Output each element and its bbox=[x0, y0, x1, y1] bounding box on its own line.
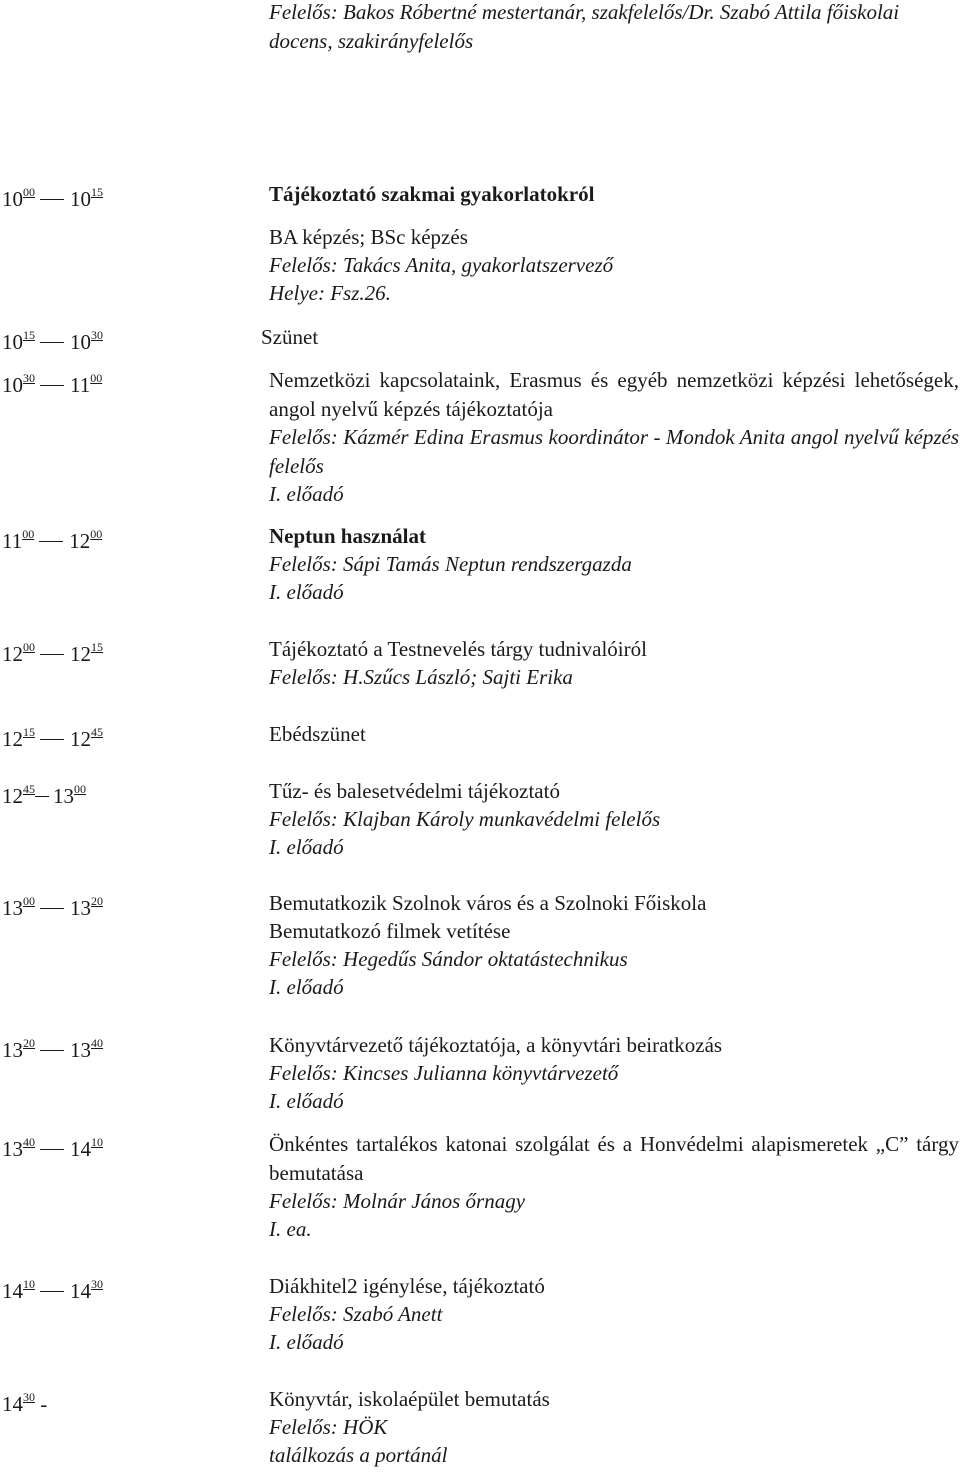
end-hour: 12 bbox=[69, 529, 91, 553]
start-minute: 45 bbox=[23, 782, 35, 796]
end-hour: 13 bbox=[70, 896, 91, 920]
time-range bbox=[2, 1031, 103, 1065]
end-hour: 11 bbox=[70, 373, 91, 397]
end-minute: 30 bbox=[91, 328, 103, 342]
end-minute: 40 bbox=[91, 1036, 103, 1050]
time-range bbox=[2, 777, 86, 811]
start-hour: 13 bbox=[2, 1038, 23, 1062]
header-responsible-line-2: docens, szakirányfelelős bbox=[269, 29, 474, 53]
item-responsible: Felelős: Sápi Tamás Neptun rendszergazda bbox=[269, 552, 632, 576]
time-range bbox=[2, 323, 103, 357]
item-responsible: Felelős: Kincses Julianna könyvtárvezető bbox=[269, 1061, 619, 1085]
start-minute: 30 bbox=[23, 1390, 35, 1404]
start-minute: 00 bbox=[23, 185, 35, 199]
item-title: Nemzetközi kapcsolataink, Erasmus és egyéb nemzetközi képzési lehetőségek, angol nyelvű képzés tájékoztatója bbox=[269, 368, 959, 421]
item-responsible: Felelős: H.Szűcs László; Sajti Erika bbox=[269, 665, 573, 689]
item-responsible: Felelős: Molnár János őrnagy bbox=[269, 1189, 526, 1213]
item-responsible: Felelős: Takács Anita, gyakorlatszervező bbox=[269, 253, 614, 277]
time-range bbox=[2, 180, 103, 214]
end-hour: 14 bbox=[70, 1137, 91, 1161]
start-minute: 10 bbox=[23, 1277, 35, 1291]
item-place: I. előadó bbox=[269, 835, 344, 859]
item-title: Neptun használat bbox=[269, 524, 426, 548]
item-place: I. előadó bbox=[269, 1330, 344, 1354]
item-responsible: Felelős: Klajban Károly munkavédelmi felelős bbox=[269, 807, 661, 831]
time-range bbox=[2, 522, 102, 556]
item-subtitle: BA képzés; BSc képzés bbox=[269, 225, 468, 249]
start-minute: 00 bbox=[22, 527, 35, 541]
item-responsible: Felelős: Hegedűs Sándor oktatástechnikus bbox=[269, 947, 628, 971]
start-hour: 10 bbox=[2, 330, 23, 354]
item-title: Szünet bbox=[261, 325, 319, 349]
end-hour: 10 bbox=[70, 330, 91, 354]
start-hour: 13 bbox=[2, 896, 23, 920]
item-place: I. előadó bbox=[269, 975, 344, 999]
start-minute: 30 bbox=[23, 371, 35, 385]
time-range bbox=[2, 366, 102, 400]
item-place: I. előadó bbox=[269, 1089, 344, 1113]
end-minute: 30 bbox=[91, 1277, 103, 1291]
open-end-dash: - bbox=[35, 1392, 48, 1416]
start-minute: 00 bbox=[23, 894, 35, 908]
item-place: I. előadó bbox=[269, 482, 344, 506]
start-hour: 13 bbox=[2, 1137, 23, 1161]
item-title: Könyvtár, iskolaépület bemutatás bbox=[269, 1387, 550, 1411]
item-title: Tájékoztató a Testnevelés tárgy tudnivalóiról bbox=[269, 637, 647, 661]
start-hour: 14 bbox=[2, 1392, 23, 1416]
end-minute: 10 bbox=[91, 1135, 103, 1149]
time-dash bbox=[40, 1149, 64, 1150]
time-dash bbox=[39, 541, 63, 542]
item-title: Önkéntes tartalékos katonai szolgálat és a Honvédelmi alapismeretek „C” tárgy bemutatása bbox=[269, 1132, 959, 1185]
end-minute: 00 bbox=[74, 782, 86, 796]
start-hour: 12 bbox=[2, 642, 23, 666]
start-hour: 10 bbox=[2, 373, 23, 397]
end-hour: 12 bbox=[70, 642, 91, 666]
header-responsible-line-1: Felelős: Bakos Róbertné mestertanár, szakfelelős/Dr. Szabó Attila főiskolai bbox=[269, 0, 900, 24]
item-responsible: Felelős: Kázmér Edina Erasmus koordinátor - Mondok Anita angol nyelvű képzés felelős bbox=[269, 425, 959, 478]
start-hour: 12 bbox=[2, 784, 23, 808]
time-range bbox=[2, 889, 103, 923]
item-place: I. előadó bbox=[269, 580, 344, 604]
item-place: I. ea. bbox=[269, 1217, 312, 1241]
time-range bbox=[2, 1272, 103, 1306]
time-range bbox=[2, 1385, 47, 1419]
item-title: Könyvtárvezető tájékoztatója, a könyvtári beiratkozás bbox=[269, 1033, 723, 1057]
time-dash bbox=[40, 385, 64, 386]
start-minute: 00 bbox=[23, 640, 35, 654]
start-hour: 10 bbox=[2, 187, 23, 211]
end-hour: 14 bbox=[70, 1279, 91, 1303]
start-minute: 15 bbox=[23, 328, 35, 342]
start-hour: 12 bbox=[2, 727, 23, 751]
item-place: találkozás a portánál bbox=[269, 1443, 448, 1467]
item-title: Tűz- és balesetvédelmi tájékoztató bbox=[269, 779, 560, 803]
item-title: Diákhitel2 igénylése, tájékoztató bbox=[269, 1274, 545, 1298]
start-minute: 40 bbox=[23, 1135, 35, 1149]
time-range bbox=[2, 1130, 103, 1164]
time-dash bbox=[40, 739, 64, 740]
time-dash bbox=[35, 796, 49, 797]
start-minute: 20 bbox=[23, 1036, 35, 1050]
end-hour: 13 bbox=[70, 1038, 91, 1062]
item-subtitle: Bemutatkozó filmek vetítése bbox=[269, 919, 511, 943]
start-hour: 14 bbox=[2, 1279, 23, 1303]
time-dash bbox=[40, 1050, 64, 1051]
end-hour: 10 bbox=[70, 187, 91, 211]
time-dash bbox=[40, 199, 64, 200]
end-minute: 15 bbox=[91, 640, 103, 654]
item-title: Ebédszünet bbox=[269, 722, 366, 746]
start-hour: 11 bbox=[2, 529, 23, 553]
item-title: Tájékoztató szakmai gyakorlatokról bbox=[269, 182, 595, 206]
time-dash bbox=[40, 1291, 64, 1292]
start-minute: 15 bbox=[23, 725, 35, 739]
end-hour: 13 bbox=[53, 784, 74, 808]
time-range bbox=[2, 635, 103, 669]
end-minute: 20 bbox=[91, 894, 103, 908]
item-title: Bemutatkozik Szolnok város és a Szolnoki Főiskola bbox=[269, 891, 707, 915]
end-minute: 00 bbox=[90, 527, 103, 541]
time-range bbox=[2, 720, 103, 754]
item-responsible: Felelős: HÖK bbox=[269, 1415, 388, 1439]
time-dash bbox=[40, 908, 64, 909]
time-dash bbox=[40, 654, 64, 655]
end-minute: 15 bbox=[91, 185, 103, 199]
item-responsible: Felelős: Szabó Anett bbox=[269, 1302, 443, 1326]
time-dash bbox=[40, 342, 64, 343]
end-minute: 00 bbox=[90, 371, 103, 385]
item-place: Helye: Fsz.26. bbox=[269, 281, 391, 305]
end-hour: 12 bbox=[70, 727, 91, 751]
end-minute: 45 bbox=[91, 725, 103, 739]
